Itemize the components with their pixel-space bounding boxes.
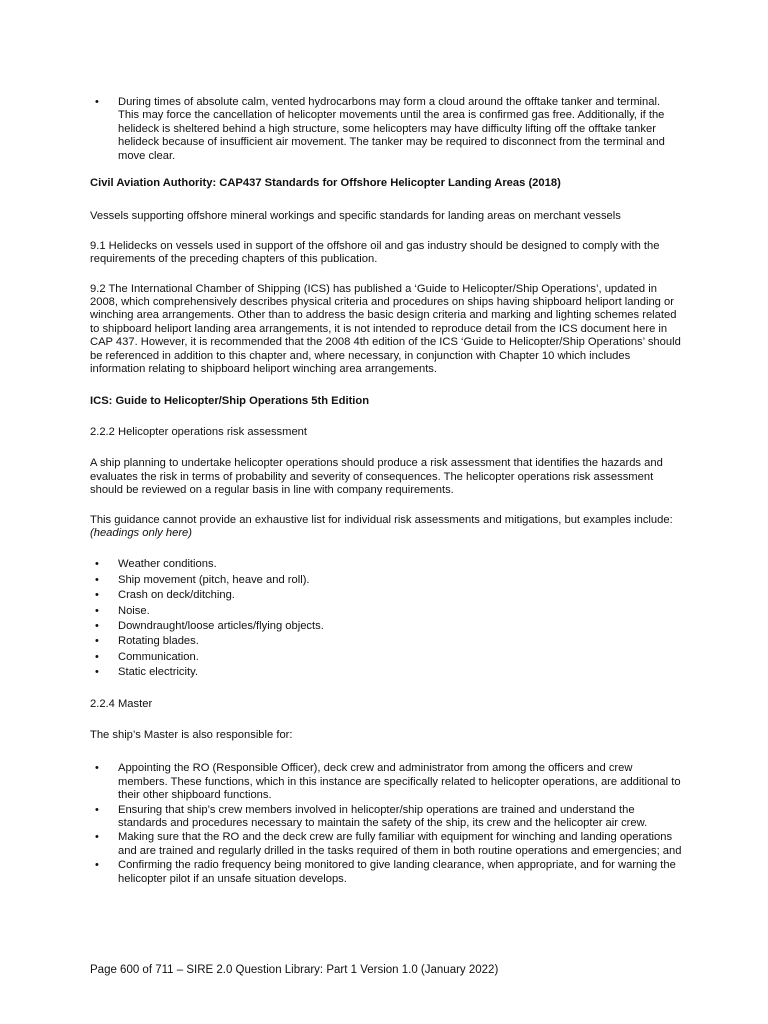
list-item: • Noise. <box>90 605 682 618</box>
list-item: • Appointing the RO (Responsible Officer), deck crew and administrator from among the officers and crew members. These functions, which in this instance are specifically related to helicopter operations, are additional to their other shipboard functions. <box>90 762 682 802</box>
list-item: • During times of absolute calm, vented hydrocarbons may form a cloud around the offtake tanker and terminal. This may force the cancellation of helicopter movements until the area is confirmed gas free. Additionally, if the helideck is sheltered behind a high structure, some helicopters may have difficulty lifting off the offtake tanker helideck because of insufficient air movement. The tanker may be required to disconnect from the terminal and move clear. <box>90 96 682 163</box>
list-item: • Ship movement (pitch, heave and roll). <box>90 574 682 587</box>
risk-assessment-paragraph: A ship planning to undertake helicopter operations should produce a risk assessment that identifies the hazards and evaluates the risk in terms of probability and severity of consequences. The helicopter operations risk assessment should be reviewed on a regular basis in line with company requirements. <box>90 457 663 497</box>
list-item: • Ensuring that ship’s crew members involved in helicopter/ship operations are trained and understand the standards and procedures necessary to maintain the safety of the ship, its crew and the helicopter air crew. <box>90 804 682 831</box>
section-2-2-2-title: 2.2.2 Helicopter operations risk assessment <box>90 425 308 438</box>
master-responsibilities-list <box>90 762 682 886</box>
risk-items-list <box>90 558 682 679</box>
caa-heading: Civil Aviation Authority: CAP437 Standards for Offshore Helicopter Landing Areas (2018) <box>90 177 561 190</box>
section-2-2-4-title: 2.2.4 Master <box>90 697 153 710</box>
list-item: • Confirming the radio frequency being monitored to give landing clearance, when appropriate, and for warning the helicopter pilot if an unsafe situation develops. <box>90 859 682 886</box>
document-page <box>90 96 682 887</box>
guidance-paragraph <box>90 514 682 541</box>
list-item: • Communication. <box>90 651 682 664</box>
caa-subheading: Vessels supporting offshore mineral workings and specific standards for landing areas on merchant vessels <box>90 210 621 223</box>
guidance-note: (headings only here) <box>90 526 192 539</box>
master-intro: The ship’s Master is also responsible for: <box>90 729 293 741</box>
list-item: • Making sure that the RO and the deck crew are fully familiar with equipment for winching and landing operations and are trained and regularly drilled in the tasks required of them in both routine operations and emergencies; and <box>90 831 682 858</box>
list-item: • Static electricity. <box>90 666 682 679</box>
list-item: • Rotating blades. <box>90 635 682 648</box>
list-item: • Downdraught/loose articles/flying objects. <box>90 620 682 633</box>
list-item: • Weather conditions. <box>90 558 682 571</box>
guidance-text: This guidance cannot provide an exhaustive list for individual risk assessments and mitigations, but examples include: <box>90 513 673 526</box>
page-footer: Page 600 of 711 – SIRE 2.0 Question Library: Part 1 Version 1.0 (January 2022) <box>90 964 499 976</box>
paragraph-9-1: 9.1 Helidecks on vessels used in support of the offshore oil and gas industry should be designed to comply with the requirements of the preceding chapters of this publication. <box>90 239 660 266</box>
list-item: • Crash on deck/ditching. <box>90 589 682 602</box>
ics-heading: ICS: Guide to Helicopter/Ship Operations 5th Edition <box>90 394 370 407</box>
intro-bullet-list <box>90 96 682 163</box>
paragraph-9-2: 9.2 The International Chamber of Shipping (ICS) has published a ‘Guide to Helicopter/Ship Operations’, updated in 2008, which comprehensively describes physical criteria and procedures on ships having shipboard heliport landing or winching area arrangements. Other than to address the basic design criteria and marking and lighting schemes related to shipboard heliport landing area arrangements, it is not intended to reproduce detail from the ICS document here in CAP 437. However, it is recommended that the 2008 4th edition of the ICS ‘Guide to Helicopter/Ship Operations’ should be referenced in addition to this chapter and, where necessary, in conjunction with Chapter 10 which includes information relating to shipboard heliport winching area arrangements. <box>90 282 681 376</box>
